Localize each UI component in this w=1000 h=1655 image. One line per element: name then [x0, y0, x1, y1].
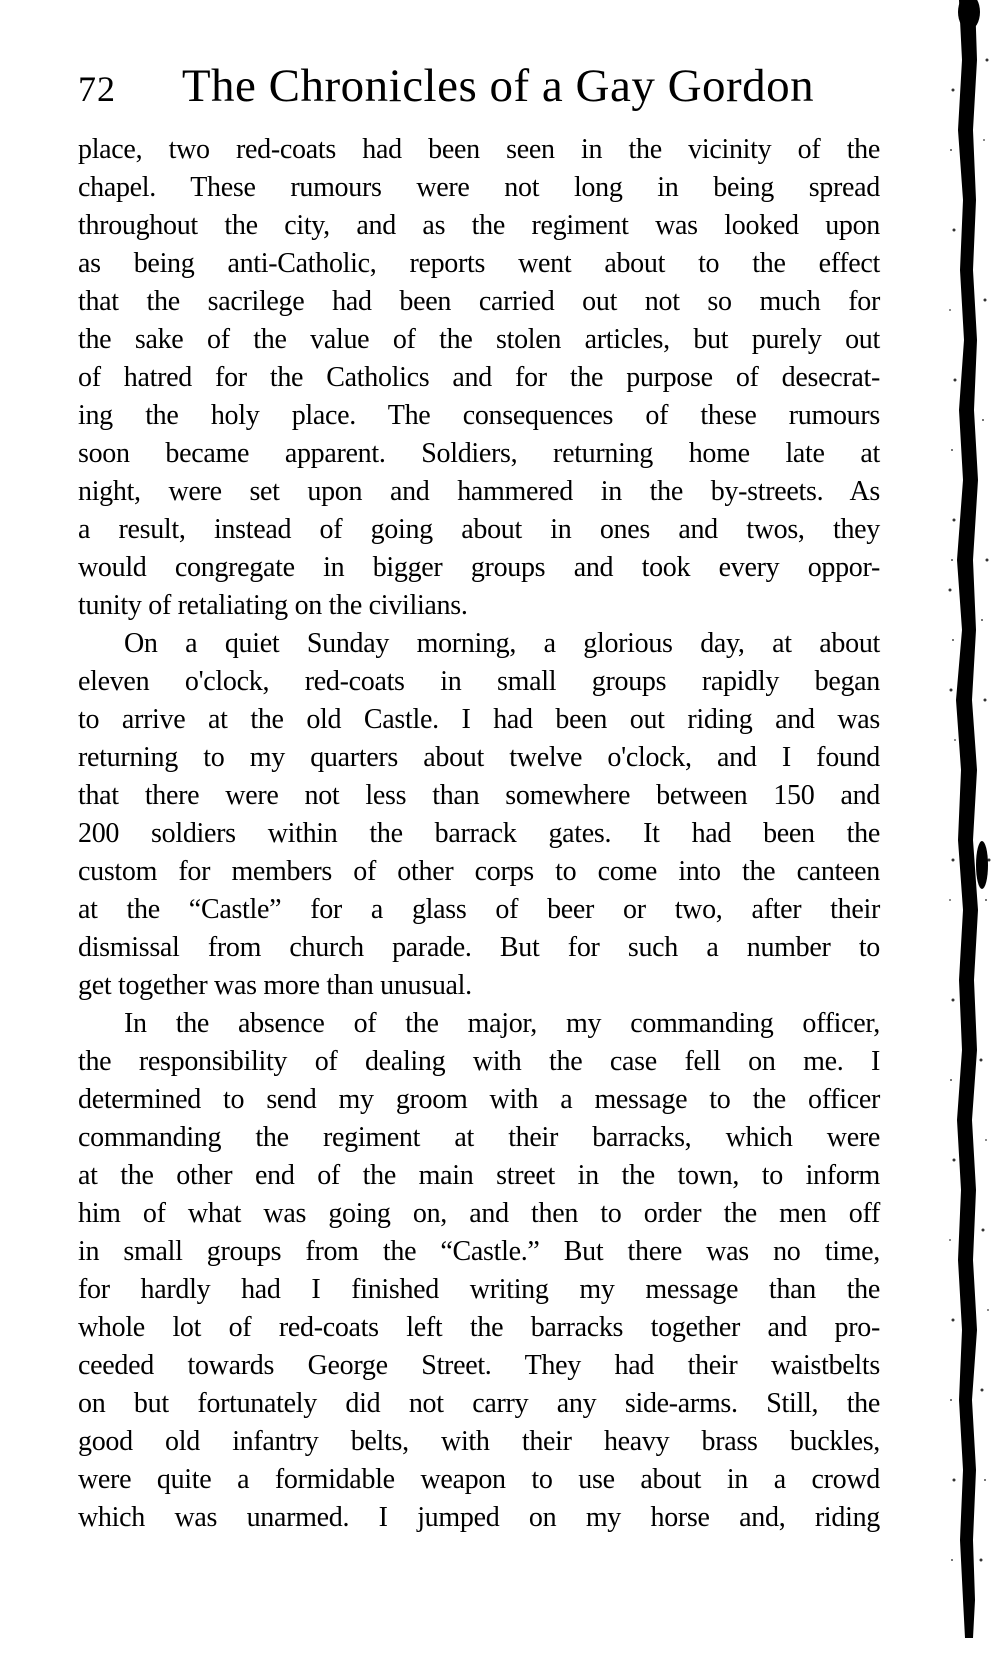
- text-line: returning to my quarters about twelve o'clock, and I found: [78, 742, 880, 773]
- text-line: On a quiet Sunday morning, a glorious day, at about: [124, 628, 880, 659]
- text-line: a result, instead of going about in ones and twos, they: [78, 514, 880, 545]
- text-line: In the absence of the major, my commanding officer,: [124, 1008, 880, 1039]
- text-line: 200 soldiers within the barrack gates. It had been the: [78, 818, 880, 849]
- binding-gutter-shadow: [945, 0, 1000, 1655]
- text-line: eleven o'clock, red-coats in small groups rapidly began: [78, 666, 880, 697]
- text-line: him of what was going on, and then to order the men off: [78, 1198, 880, 1229]
- text-line: at the other end of the main street in the town, to inform: [78, 1160, 880, 1191]
- text-line: good old infantry belts, with their heavy brass buckles,: [78, 1426, 880, 1457]
- text-line: custom for members of other corps to come into the canteen: [78, 856, 880, 887]
- text-line: throughout the city, and as the regiment was looked upon: [78, 210, 880, 241]
- text-line: at the “Castle” for a glass of beer or two, after their: [78, 894, 880, 925]
- text-line: determined to send my groom with a message to the officer: [78, 1084, 880, 1115]
- running-title: The Chronicles of a Gay Gordon: [181, 60, 815, 112]
- text-line: commanding the regiment at their barracks, which were: [78, 1122, 880, 1153]
- text-line: that the sacrilege had been carried out not so much for: [78, 286, 880, 317]
- text-line: were quite a formidable weapon to use about in a crowd: [78, 1464, 880, 1495]
- page-header: [78, 58, 880, 117]
- text-line: which was unarmed. I jumped on my horse and, riding: [78, 1502, 880, 1533]
- text-line: for hardly had I finished writing my message than the: [78, 1274, 880, 1305]
- text-line: chapel. These rumours were not long in being spread: [78, 172, 880, 203]
- text-line: the sake of the value of the stolen articles, but purely out: [78, 324, 880, 355]
- text-line: get together was more than unusual.: [78, 970, 472, 1001]
- text-line: dismissal from church parade. But for such a number to: [78, 932, 880, 963]
- text-line: ing the holy place. The consequences of these rumours: [78, 400, 880, 431]
- text-line: night, were set upon and hammered in the by-streets. As: [78, 476, 880, 507]
- paragraph: [78, 131, 880, 625]
- text-line: soon became apparent. Soldiers, returning home late at: [78, 438, 880, 469]
- text-line: on but fortunately did not carry any side-arms. Still, the: [78, 1388, 880, 1419]
- paragraph: [78, 625, 880, 1005]
- text-line: as being anti-Catholic, reports went about to the effect: [78, 248, 880, 279]
- text-line: place, two red-coats had been seen in the vicinity of the: [78, 134, 880, 165]
- text-line: in small groups from the “Castle.” But there was no time,: [78, 1236, 880, 1267]
- text-line: that there were not less than somewhere between 150 and: [78, 780, 880, 811]
- text-line: ceeded towards George Street. They had their waistbelts: [78, 1350, 880, 1381]
- text-line: would congregate in bigger groups and took every oppor-: [78, 552, 880, 583]
- text-line: the responsibility of dealing with the case fell on me. I: [78, 1046, 880, 1077]
- text-line: whole lot of red-coats left the barracks together and pro-: [78, 1312, 880, 1343]
- page-number: 72: [78, 69, 116, 109]
- paragraph: [78, 1005, 880, 1537]
- text-line: of hatred for the Catholics and for the purpose of desecrat-: [78, 362, 880, 393]
- body-text: [78, 131, 880, 1537]
- text-line: to arrive at the old Castle. I had been out riding and was: [78, 704, 880, 735]
- text-line: tunity of retaliating on the civilians.: [78, 590, 468, 621]
